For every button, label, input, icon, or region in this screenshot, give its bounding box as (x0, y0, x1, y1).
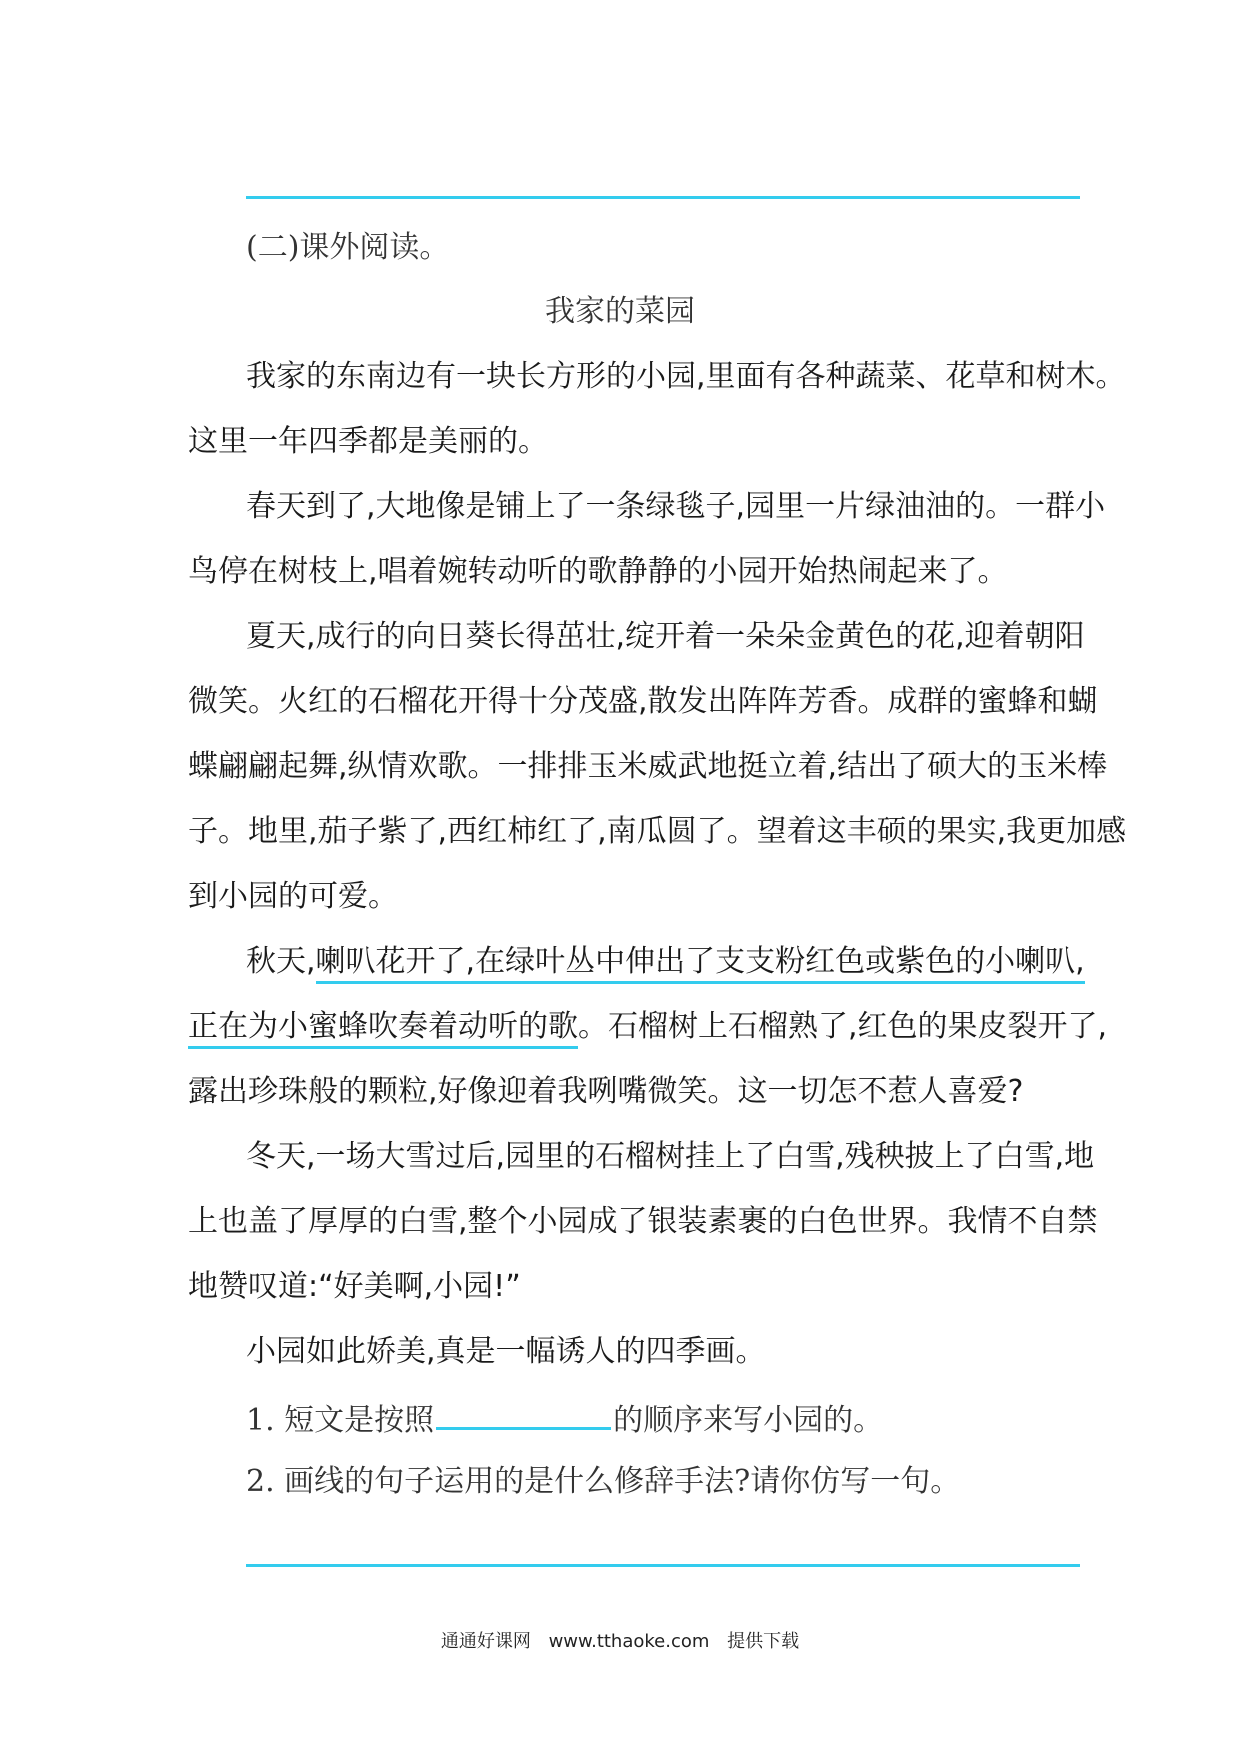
paragraph-line: 冬天,一场大雪过后,园里的石榴树挂上了白雪,残秧披上了白雪,地 (246, 1139, 1095, 1174)
footer-url[interactable]: www.tthaoke.com (548, 1631, 710, 1652)
question-text: 1. 短文是按照 (246, 1403, 435, 1438)
paragraph-text: 秋天, (246, 944, 316, 979)
question-2: 2. 画线的句子运用的是什么修辞手法?请你仿写一句。 (246, 1464, 961, 1499)
section-heading: (二)课外阅读。 (246, 230, 450, 265)
paragraph-line: 微笑。火红的石榴花开得十分茂盛,散发出阵阵芳香。成群的蜜蜂和蝴 (188, 684, 1098, 719)
paragraph-line: 地赞叹道:“好美啊,小园!” (188, 1269, 521, 1304)
paragraph-line: 子。地里,茄子紫了,西红柿红了,南瓜圆了。望着这丰硕的果实,我更加感 (188, 814, 1127, 849)
footer-site-name: 通通好课网 (440, 1631, 531, 1652)
paragraph-line: 小园如此娇美,真是一幅诱人的四季画。 (246, 1334, 766, 1369)
footer-suffix: 提供下载 (727, 1631, 800, 1652)
paragraph-line: 我家的东南边有一块长方形的小园,里面有各种蔬菜、花草和树木。 (246, 359, 1126, 394)
paragraph-text: 。石榴树上石榴熟了,红色的果皮裂开了, (578, 1009, 1108, 1044)
paragraph-line (188, 1007, 1107, 1047)
paragraph-line: 鸟停在树枝上,唱着婉转动听的歌静静的小园开始热闹起来了。 (188, 554, 1008, 589)
question-text: 的顺序来写小园的。 (613, 1403, 884, 1438)
question-1 (246, 1397, 883, 1441)
top-divider (246, 196, 1080, 199)
paragraph-line: 春天到了,大地像是铺上了一条绿毯子,园里一片绿油油的。一群小 (246, 489, 1106, 524)
story-title: 我家的菜园 (545, 294, 695, 329)
paragraph-line (246, 942, 1085, 982)
bottom-divider (246, 1564, 1080, 1567)
answer-blank[interactable] (436, 1397, 611, 1430)
paragraph-line: 上也盖了厚厚的白雪,整个小园成了银装素裹的白色世界。我情不自禁 (188, 1204, 1098, 1239)
paragraph-line: 到小园的可爱。 (188, 879, 398, 914)
page-footer (0, 1627, 1240, 1653)
paragraph-line: 露出珍珠般的颗粒,好像迎着我咧嘴微笑。这一切怎不惹人喜爱? (188, 1074, 1024, 1109)
underlined-sentence: 正在为小蜜蜂吹奏着动听的歌 (188, 1009, 578, 1049)
paragraph-line: 这里一年四季都是美丽的。 (188, 424, 548, 459)
underlined-sentence: 喇叭花开了,在绿叶丛中伸出了支支粉红色或紫色的小喇叭, (316, 944, 1085, 984)
paragraph-line: 蝶翩翩起舞,纵情欢歌。一排排玉米威武地挺立着,结出了硕大的玉米棒 (188, 749, 1108, 784)
paragraph-line: 夏天,成行的向日葵长得茁壮,绽开着一朵朵金黄色的花,迎着朝阳 (246, 619, 1085, 654)
